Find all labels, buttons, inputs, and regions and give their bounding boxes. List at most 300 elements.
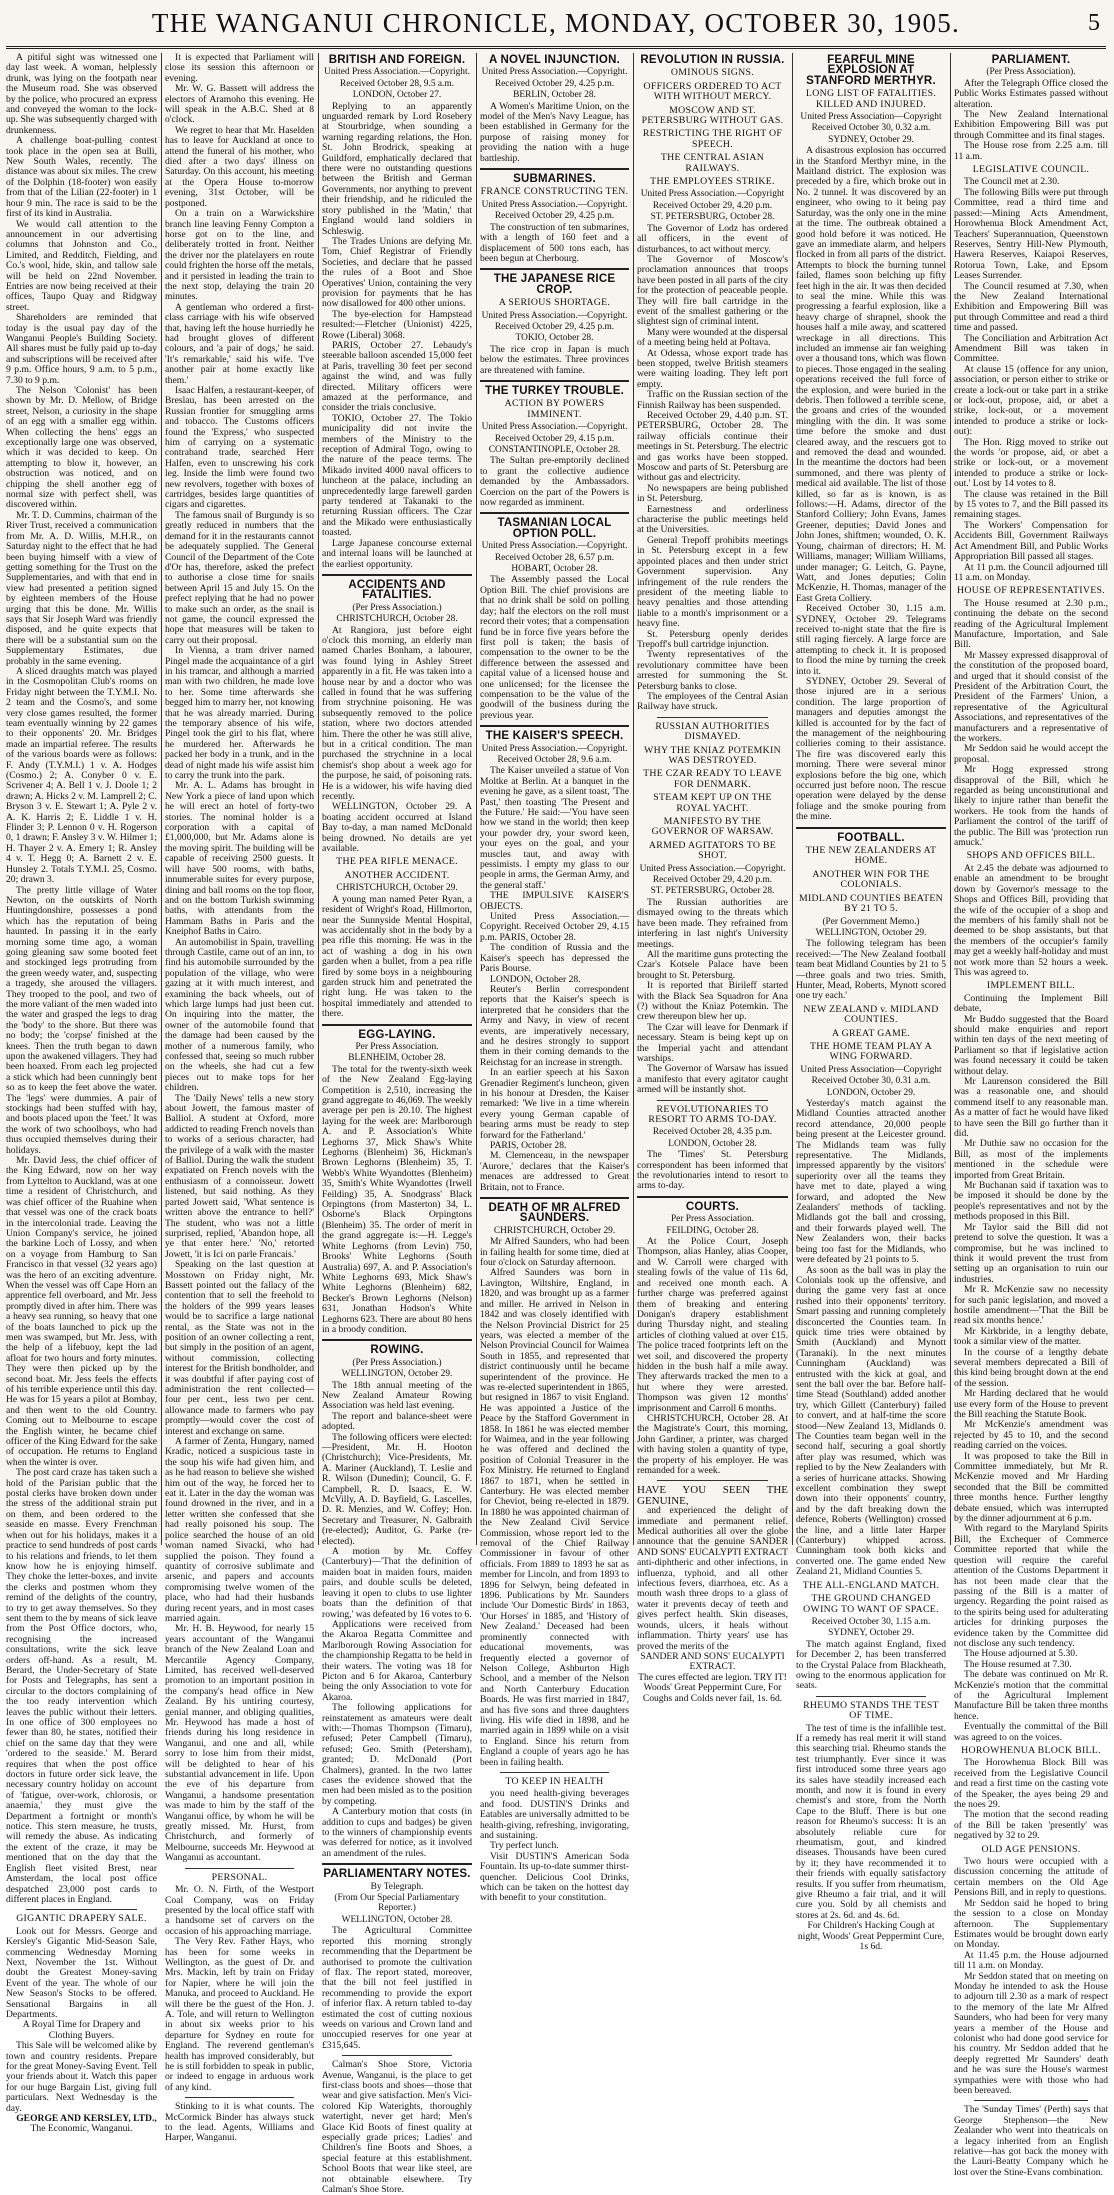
- paragraph: The Workers' Compensation for Accidents Bill, Government Railways Act Amendment Bill, and Public Works Appropriation Bill passed all stages.: [954, 519, 1108, 563]
- football-body: The match against England, fixed for December 2, has been transferred to the Crystal Palace from Blackheath, owing to the enormous application for seats.: [796, 1638, 946, 1692]
- paragraph: The House adjourned at 5.30.: [964, 1648, 1078, 1660]
- separator: [322, 1863, 472, 1865]
- page-number: 5: [1088, 10, 1100, 36]
- paragraph: As soon as the ball was in play the Colonials took up the offensive, and during the game very fast at once rushed into their opponents' territory. Smart passing and running completely disconcerted the Counties team. In quick time tries were obtained by Smith (Auckland) and Mynott (Taranaki). In the next minutes Cunningham (Auckland) was entrusted with the kick at goal, and sent the ball over the bar. Before half-time Stead (Southland) added another try, which Gillett (Canterbury) failed to convert, and at half-time the score stood—New Zealand 13, Midlands 0. The Counties team began well in the second half, securing a goal shortly after play was resumed, which was replied to by the New Zealanders with a series of hurricane attacks. Showing excellent combination they swept down into their opponents' country, and by the daft breaking down the defence, Roberts (Wellington) crossed the line, and a little later Harper (Canterbury) whipped across. Cunningham took both kicks and converted one. The game ended New Zealand 21, Midland Counties 5.: [796, 1264, 946, 1578]
- arms-heading: REVOLUTIONARIES TO RESORT TO ARMS TO-DAY.: [648, 1103, 777, 1125]
- implement-bill-body: [954, 994, 1108, 1743]
- rifle-subheading: ANOTHER ACCIDENT.: [344, 869, 450, 881]
- paragraph: It was proposed to take the Bill in Committee immediately, but Mr R. McKenzie moved and Mr Harding seconded that the Bill be committed three months hence. Further lengthy debate ensued, which was interrupted by the dinner adjournment at 6 p.m.: [954, 1450, 1108, 1525]
- paragraph: The Horowhenua Block Bill was received from the Legislative Council and read a first time on the casting vote of the Speaker, the ayes being 29 and the noes 29.: [954, 1757, 1108, 1811]
- paragraph: The Governor of Warsaw has issued a manifesto that every agitator caught armed will be instantly shot.: [637, 1063, 788, 1096]
- eucalypti-ad-body: and experienced the delight of immediate and permanent relief. Medical authorities all over the globe announce that the genuine SANDER AND SONS' EUCALYPTI EXTRACT anti-diphtheric and other infections, in influenza, typhoid, and all other infectious fevers, diarrhoea, etc. As a mouth wash three drops to a glass of water it prevents decay of teeth and gives perfect health. Skin diseases, wounds, ulcers, it heals without inflammation. Thirty years' use has proved the merits of the: [637, 1505, 788, 1652]
- football-heading: FOOTBALL.: [837, 831, 905, 844]
- health-ad-body: you need health-giving beverages and food. DUSTIN'S Drinks and Eatables are universally admitted to be health-giving, refreshing, invigorating, and sustaining.: [480, 1788, 629, 1841]
- paragraph: The House resumed at 7.30.: [964, 1658, 1072, 1670]
- separator: [185, 2097, 294, 2098]
- received: Received October 28, 9.5 a.m.: [339, 78, 455, 89]
- subheading: WHY THE KNIAZ POTEMKIN WAS DESTROYED.: [644, 744, 781, 766]
- drapery-ad-line: A Royal Time for Drapery and Clothing Buyers.: [22, 2019, 141, 2041]
- paragraph: The 18th annual meeting of the New Zealand Amateur Rowing Association was held last evening.: [322, 1379, 472, 1412]
- received: Received October 30, 0.32 a.m.: [811, 123, 931, 134]
- credit: United Press Association.—Copyright.: [481, 422, 628, 433]
- paragraph: The Russian authorities are dismayed owing to the threats which have been made. They refrained from interfering in last night's University meetings.: [637, 896, 788, 950]
- dateline: LONDON, October 28.: [668, 1138, 757, 1149]
- column-6: [796, 53, 946, 1953]
- paragraph: The pretty little village of Water Newton, on the outskirts of North Huntingdonshire, possesses a pond which has the reputation of being haunted. In passing it in the early morning some time ago, a woman going gleaning saw some booted feet and stockinged legs protruding from the green weedy water, and, suspecting a tragedy, she aroused the villagers. They trooped to the pool, and two of the more valiant of the men waded into the water and grasped the legs to drag the 'body' to the shore. But there was no body; the 'corpse' finished at the knees. Then the truth began to dawn upon the awakened villagers. They had been hoaxed. From each leg projected a stick which had been cunningly bent so as to keep the feet above the water. The 'legs' were dummies. A pair of stockings had been stuffed with hay, and boots placed upon the 'feet.' It was the work of two schoolboys, who had thus occupied themselves during their holidays.: [6, 884, 157, 1156]
- masthead-rule: [6, 46, 1106, 49]
- personal-news: [165, 1885, 314, 2093]
- submarines-subheading: FRANCE CONSTRUCTING TEN.: [480, 186, 629, 198]
- paragraph: Large Japanese concourse external and internal loans will be launched at the earliest opportunity.: [322, 537, 472, 570]
- football-subheading: NEW ZEALAND v. MIDLAND COUNTIES.: [803, 1003, 939, 1026]
- paragraph: Replying to an apparently unguarded remark by Lord Rosebery at Stourbridge, when sounding a warning regarding relations, the Hon. St. John Brodrick, speaking at Guildford, emphatically declared that there were no outstanding questions between the British and German Governments, nor anything to prevent their friendship, and he ridiculed the story published in the 'Matin,' that England would land soldiers in Schleswig.: [322, 100, 472, 237]
- paragraph: CHRISTCHURCH, October 28. At the Magistrate's Court, this morning, John Gardiner, a printer, was charged with having stolen a quantity of type, the property of his employer. He was remanded for a week.: [637, 1412, 788, 1476]
- british-foreign-body: [322, 102, 472, 570]
- separator: [185, 1868, 294, 1869]
- kaiser-speech-heading: THE KAISER'S SPEECH.: [485, 730, 624, 743]
- paragraph: Received October 29, 4.40 p.m. ST. PETERSBURG, October 28. The railway officials continue their meetings in St. Petersburg. The electric and gas works have been stopped. Moscow and parts of St. Petersburg are without gas and electricity.: [637, 410, 788, 484]
- dateline: SYDNEY, October 29.: [828, 1628, 914, 1639]
- received: Received October 30, 1.15 a.m.: [811, 1616, 931, 1627]
- column-rule: [476, 53, 477, 1545]
- paragraph: General Trepoff prohibits meetings in St. Petersburg except in a few appointed places and then under strict Government supervision. Any infringement of the rule renders the president of the meeting liable to heavy penalties and those attending liable to a month's imprisonment or a heavy fine.: [637, 534, 788, 630]
- subheading: ARMED AGITATORS TO BE SHOT.: [648, 839, 777, 862]
- mine-explosion-subheading: LONG LIST OF FATALITIES. KILLED AND INJURED.: [805, 88, 937, 110]
- turkey-trouble-body: The Sultan pre-emptorily declined to grant the collective audience demanded by the Ambassadors. Coercion on the part of the Powers is now regarded as imminent.: [480, 455, 629, 509]
- paragraph: An automobilist in Spain, travelling through Castile, came out of an inn, to find his automobile surrounded by the population of the village, who were gazing at it with much interest, and examining the back wheels, out of which large lumps had just been cut. On inquiring into the matter, the owner of the automobile found that the damage had been caused by the mother of a numerous family, who confessed that, seeing so much rubber on the wheels, she had cut a few pieces out to make tops for her children.: [165, 936, 314, 1094]
- paragraph: The Council resumed at 7.30, when the New Zealand International Exhibition and Empowering Bill was put through Committee and read a third time and passed.: [954, 280, 1108, 334]
- saunders-death-body: [480, 1237, 629, 1768]
- tasmanian-poll-body: The Assembly passed the Local Option Bill. The chief provisions are that no drink shall be sold on polling day; half the electors on the roll must record their votes; that a compensation fund be in force five years before the first poll is taken; the basis of compensation to the owner to be the difference between the assessed and capital value of a licensed house and one unlicensed; for the licensee the compensation to be the value of the goodwill of the business during the previous year.: [480, 574, 629, 721]
- subheading: RESTRICTING THE RIGHT OF SPEECH.: [642, 128, 783, 150]
- credit: (Per Press Association.): [352, 1357, 442, 1368]
- health-ad-title: TO KEEP IN HEALTH: [505, 1775, 604, 1787]
- dateline: ST. PETERSBURG, October 28.: [650, 212, 775, 223]
- parliament-body: [954, 79, 1108, 162]
- paragraph: Mr Buddo suggested that the Board should make enquiries and report within ten days of the next meeting of Parliament so that if legislative action was found necessary it could be taken without delay.: [954, 1013, 1108, 1077]
- subheading: STEAM KEPT UP ON THE ROYAL YACHT.: [653, 792, 772, 814]
- paragraph: The Governor of Moscow's proclamation announces that troops have been posted in all parts of the city for the protection of peaceable people. They will fire ball cartridge in the event of the smallest gathering or the slightest sign of criminal intent.: [637, 253, 788, 328]
- paragraph: The Council met at 2.30.: [964, 176, 1060, 188]
- credit: United Press Association.—Copyright.: [481, 541, 628, 552]
- credit: (Per Press Association).: [986, 67, 1076, 78]
- parliamentary-notes-heading: PARLIAMENTARY NOTES.: [323, 1868, 471, 1881]
- separator: [480, 380, 629, 382]
- house-heading: HOUSE OF REPRESENTATIVES.: [957, 585, 1105, 597]
- paragraph: The Czar will leave for Denmark if necessary. Steam is being kept up on the Imperial yacht and attendant warships.: [637, 1021, 788, 1064]
- paragraph: Mr Buchanan said if taxation was to be imposed it should be done by the people's representatives and not by the methods proposed in this Bill.: [954, 1180, 1108, 1223]
- drapery-ad-body: This Sale will be welcomed alike by town and country residents. Prepare for the great Money-Saving Event. Tell your friends about it. Watch this paper for our huge Bargain List, giving full particulars. Next Wednesday is the day.: [6, 2040, 157, 2114]
- paragraph: We would call attention to the announcement in our advertising columns that Johnston and Co., Limited, and Redditch, Fielding, and Co.'s wool, hide, skin, and tallow sale will be held on 22nd November. Entries are now being received at their offices, Taupo Quay and Ridgway street.: [6, 218, 157, 313]
- paragraph: The Kaiser unveiled a statue of Von Moltke at Berlin. At a banquet in the evening he gave, as a silent toast, 'The Past,' then toasting 'The Present and the Future.' He said:—'You have seen how we stand in the world; then keep your powder dry, your sword keen, your eyes on the goal, and your muscles taut, and away with pessimists. I empty my glass to our people in arms, the German Army, and the general staff.': [480, 765, 629, 891]
- pensions-body: [954, 1857, 1108, 2096]
- football-body: The following telegram has been received:—'The New Zealand football team beat Midland Counties by 21 to 5—three goals and two tries. Smith, Hunter, Mead, Roberts, Mynott scored one try each.': [796, 938, 946, 1002]
- subheading: THE EMPLOYEES STRIKE.: [650, 176, 775, 188]
- separator: [480, 168, 629, 170]
- paragraph: The clause was retained in the Bill by 15 votes to 7, and the Bill passed its remaining stages.: [954, 488, 1108, 521]
- paragraph: TOKIO, October 27. The Tokio municipality did not invite the members of the Ministry to the reception of Admiral Togo, owing to the nature of the peace terms. The Mikado invited 4000 naval officers to luncheon at the palace, including an unprecedentedly large farewell garden party tendered at Takanaki to the returning Russian officers. The Czar and the Mikado were enthusiastically toasted.: [322, 412, 472, 539]
- rice-crop-body: The rice crop in Japan is much below the estimates. Three provinces are threatened with famine.: [480, 343, 629, 376]
- separator: [322, 1024, 472, 1026]
- local-news: [165, 53, 314, 1864]
- rheumo-ad-title: RHEUMO STANDS THE TEST OF TIME.: [803, 1699, 939, 1722]
- egg-laying-heading: EGG-LAYING.: [358, 1028, 436, 1041]
- revolution-body: [637, 224, 788, 713]
- paragraph: In the course of a lengthy debate several members deprecated a Bill of this kind being brought down at the end of the session.: [954, 1346, 1108, 1389]
- paragraph: United Press Association.—Copyright. Received October 29, 4.15 p.m. PARIS, October 28.: [480, 911, 629, 943]
- paragraph: Mr. H. B. Heywood, for nearly 15 years accountant of the Wanganui branch of the New Zealand Loan and Mercantile Agency Company, Limited, has received well-deserved promotion to an important position in the company's head office in New Zealand. By his untiring courtesy, genial manner, and obliging qualities, Mr. Heywood has made a host of friends during his long residence in Wanganui, and one and all, while sorry to lose him from their midst, will be delighted to hear of his substantial advancement in life. Upon the eve of his departure from Wanganui, a handsome presentation was made to him by the staff of the Wanganui office, by whom he will be greatly missed. Mr. Hurst, from Christchurch, and formerly of Melbourne, succeeds Mr. Heywood at Wanganui as accountant.: [165, 1623, 314, 1864]
- rice-crop-heading: THE JAPANESE RICE CROP.: [493, 273, 616, 296]
- separator: [657, 1100, 768, 1101]
- parliamentary-notes-body: The Agricultural Committee reported this morning strongly recommending that the Department be authorised to promote the cultivation of flax. The report stated, moreover, that the bill not feel justified in recommending to provide the export of inferior flax. A return tabled to-day estimated the cost of cutting noxious weeds on various and Crown land and unoccupied reserves for one year at £315,645.: [322, 1925, 472, 2051]
- paragraph: The following applications for reinstatement as amateurs were dealt with:—Thomas Thompson (Timaru), refused; Peter Campbell (Timaru), refused; Geo. Smith (Petersham), granted; D. McDonald (Port Chalmers), granted. In the two latter cases the evidence showed that the men had been misled as to the position by competing.: [322, 1702, 472, 1807]
- house-body: [954, 599, 1108, 849]
- dateline: TOKIO, October 28.: [515, 333, 594, 344]
- paragraph: St. Petersburg openly derides Trepoff's bull cartridge injunction.: [637, 628, 788, 650]
- paragraph: A Canterbury motion that costs (in addition to cups and badges) be given to the winners of championship events was deferred for notice, as it involved an amendment of the rules.: [322, 1806, 472, 1859]
- received: Received October 29, 4.25 p.m.: [494, 78, 615, 89]
- credit: United Press Association.—Copyright: [640, 189, 785, 200]
- subheading: OFFICERS ORDERED TO ACT WITH WITHOUT MERCY.: [643, 80, 782, 103]
- paragraph: WELLINGTON, October 29. A boating accident occurred at Island Bay to-day, a man named McDonald being drowned. No details are yet available.: [322, 801, 472, 855]
- column-2: [165, 52, 314, 2144]
- paragraph: The following officers were elected:—President, Mr. H. Hooton (Christchurch); Vice-Presidents, Mr. A. Mariner (Auckland), T. Leslie and R. Wilson (Dunedin); Council, G. F. Campbell, R. D. Isaacs, E. W. McVilly, A. D. Bayfield, G. Lascelles, D. R. Menzies, and W. Coffey; Hon. Secretary and Treasurer, N. Galbraith (re-elected); Auditor, G. Parke (re-elected).: [322, 1431, 472, 1547]
- credit: United Press Association.—Copyright.: [481, 199, 628, 210]
- received: Received October 30, 0.31 a.m.: [811, 1076, 931, 1087]
- dateline: CONSTANTINOPLE, October 28.: [488, 445, 621, 455]
- football-subheading: THE GROUND CHANGED OWING TO WANT OF SPACE.: [803, 1593, 939, 1615]
- dateline: SYDNEY, October 29.: [828, 134, 914, 145]
- received: Received October 29, 4.25 p.m.: [494, 211, 615, 222]
- mine-explosion-body: [796, 146, 946, 822]
- revolution-heading: REVOLUTION IN RUSSIA.: [640, 54, 785, 66]
- paragraph: The Nelson 'Colonist' has been shown by Mr. D. Mellow, of Bridge street, Nelson, a curiosity in the shape of an egg with a smaller egg within. When collecting the hens' eggs an exceptionally large one was observed, which it was decided to keep. On attempting to blow it, however, an obstruction was noticed, and on chipping the shell another egg of normal size with perfect shell, was discovered within.: [6, 385, 157, 511]
- separator: [657, 1480, 768, 1481]
- credit: United Press Association.—Copyright.: [639, 863, 786, 874]
- paragraph: No newspapers are being published in St. Petersburg.: [637, 482, 788, 505]
- british-foreign-heading: BRITISH AND FOREIGN.: [328, 54, 466, 66]
- paragraph: Mr Seddon stated that on meeting on Monday he intended to ask the House to adjourn till 2.30 as a mark of respect to the memory of the late Mr Alfred Saunders, who had been for very many years a member of the House and colonist who had done good service for his country. Mr Seddon added that he deeply regretted Mr Saunders' death and he was sure the House's warmest sympathies were with those who had been bereaved.: [954, 1970, 1108, 2096]
- subheading: MIDLAND COUNTIES BEATEN BY 21 TO 5.: [798, 892, 944, 915]
- paragraph: Mr. O. N. Firth, of the Westport Coal Company, was on Friday presented by the local office staff with a handsome set of carvers on the occasion of his approaching marriage.: [165, 1884, 314, 1937]
- dateline: HOBART, October 28.: [511, 564, 598, 575]
- credit: Per Press Association.: [670, 1214, 755, 1225]
- paragraph: Mr. T. D. Cummins, chairman of the River Trust, received a communication from Mr. A. D. Willis, M.H.R., on Saturday night to the effect that he had been buying himself with a view of getting something for the Trust on the Supplementaries, and with that end in view had presented a petition signed by eighteen members of the House urging that this be done. Mr. Willis says that Sir Joseph Ward was friendly disposed, and he quite expects that there will be a substantial sum on the Supplementary Estimates, due probably in the same evening.: [6, 509, 157, 667]
- paragraph: Mr Laurenson considered the Bill was a reasonable one, and should commend itself to any reasonable man. As a matter of fact he would have liked to have seen the Bill go further than it did.: [954, 1076, 1108, 1140]
- paragraph: A disastrous explosion has occurred in the Stanford Merthyr mine, in the Maitland district. The explosion was preceded by a fire, which broke out in No. 2 tunnel. It was discovered by an engineer, who owing to it being pay Saturday, was the only one in the mine at the time. The outbreak obtained a good hold before it was noticed. He gave an immediate alarm, and helpers flocked in from all parts of the district. Attempts to block the burning tunnel failed, flames soon belching up fifty feet high in the air. It was then decided to seal the mine. While this was progressing a fearful explosion, like a heavy charge of shrapnel, shook the houses half a mile away, and scattered wreckage in all directions. This included an immense air fan weighing over a thousand tons, which was flown to pieces. Those engaged in the sealing operations received the full force of the explosion, and were buried in the debris. Then followed a terrible scene, the groans and cries of the wounded mingling with the din. It was some time before the smoke and dust cleared away, and the rescuers got to and removed the dead and wounded. In the meantime the doctors had been summoned, and there was plenty of medical aid available. The list of those killed, so far as is known, is as follows:—H. Adams, director of the Stanford Colliery; John Evans, James Greener, deputies; David Jones and John Jones, shiftmen; wounded, O. K. Young, chairman of directors; H. M. Williams, manager; William Williams, under manager; G. Leitch, G. Payne, Watt, and Jones deputies; Colin McKenzie, H. Thomas, manager of the East Greta Colliery.: [796, 145, 946, 604]
- separator: [480, 1197, 629, 1199]
- received: Received October 29, 4.25 p.m.: [494, 321, 615, 332]
- paragraph: Mr Duthie saw no occasion for the Bill, as most of the implements mentioned in the schedule were imported from Great Britain.: [954, 1138, 1108, 1181]
- kaiser-speech-body: [480, 766, 629, 1193]
- rowing-body: [322, 1381, 472, 1860]
- rice-crop-subheading: A SERIOUS SHORTAGE.: [498, 297, 611, 309]
- paragraph: The condition of Russia and the Kaiser's speech has depressed the Paris Bourse.: [480, 942, 629, 975]
- paragraph: At the Police Court, Joseph Thompson, alias Hanley, alias Cooper, and W. Carroll were charged with stealing fowls of the value of 11s 6d, and received one month each. A further charge was preferred against them of breaking and entering Donigan's drapery establishment during Thursday night, and stealing articles of clothing valued at over £15. The police traced footprints left on the wet soil, and discovered the property hidden in the bush half a mile away. They afterwards tracked the men to a hut where they were arrested. Thompson was given 12 months' imprisonment and Carroll 6 months.: [637, 1236, 788, 1414]
- dateline: WELLINGTON, October 28.: [341, 1914, 453, 1925]
- paragraph: Mr Seddon said he hoped to bring the session to a close on Monday afternoon. The Supplementary Estimates would be brought down early on Monday.: [954, 1897, 1108, 1951]
- paragraph: Yesterday's match against the Midland Counties attracted another record attendance, 20,000 people being present at the Leicester ground. The Midlands team was fully representative. The Midlands, impressed apparently by the visitors' superiority over all the teams they have met to date, played a wing forward, and adopted the New Zealanders' methods of tackling. Midlands got the ball and crossing, and their forwards played well. The New Zealanders won, their backs being too fast for the Midlands, who were defeated by 21 points to 5.: [796, 1098, 946, 1266]
- paragraph: The report and balance-sheet were adopted.: [322, 1410, 472, 1433]
- paragraph: Traffic on the Russian section of the Finnish Railway has been suspended.: [637, 389, 788, 411]
- paragraph: The famous snail of Burgundy is so greatly reduced in numbers that the demand for it in the restaurants cannot be adequately supplied. The General Council of the Department of the Cote d'Or has, therefore, asked the prefect to authorise a close time for snails between April 15 and July 15. On the prefect replying that he had no power to make such an order, as the snail is not game, the council expressed the hope that measures will be taken to carry out their proposal.: [165, 509, 314, 646]
- received: Received October 28, 4.35 p.m.: [652, 1127, 773, 1138]
- football-subheading: A GREAT GAME.: [831, 1027, 911, 1039]
- received: Received October 29, 4.20 p.m.: [652, 875, 773, 886]
- legislative-council-body: [954, 177, 1108, 583]
- dismayed-body: [637, 898, 788, 1096]
- legislative-council-heading: LEGISLATIVE COUNCIL.: [972, 164, 1090, 176]
- paragraph: Earnestness and orderliness characterise the public meetings held at the Universities.: [637, 503, 788, 536]
- paragraph: The total for the twenty-sixth week of the New Zealand Egg-laying Competition is 2,510, increasing the grand aggregate to 46,069. The weekly average per pen is 20.10. The highest laying for the week are: Marlborough A. and P. Association's White Leghorns 37, Mick Shaw's White Leghorns (Blenheim) 36, Hickman's Brown Leghorns (Blenheim) 35, T. Webb's White Wyandottes (Blenheim) 35, Smith's White Wyandottes (Irwell Feilding) 35, A. Snodgrass' Black Orpingtons (from Masterton) 34, L. Osborne's Black Orpingtons (Blenheim) 35. The order of merit in the grand aggregate is:—H. Legge's White Leghorns (from Levin) 750, Brooks' White Leghorns (South Australia) 697, A. and P. Association's White Leghorns 693, Mick Shaw's White Leghorns (Blenheim) 682, Becker's Brown Leghorns (Nelson) 631, Jonathan Hodson's White Leghorns 623. There are about 80 hens in a broody condition.: [322, 1063, 472, 1335]
- paragraph: The House resumed at 2.30 p.m., continuing the debate on the second reading of the Agricultural Implement Manufacture, Importation, and Sale Bill.: [954, 597, 1108, 651]
- courts-heading: COURTS.: [685, 1200, 740, 1213]
- dateline: BLENHEIM, October 28.: [348, 1053, 446, 1064]
- credit: (Per Press Association.): [352, 602, 442, 613]
- column-rule: [633, 53, 634, 1545]
- football-subheadings: [796, 846, 946, 914]
- drapery-ad-body: Look out for Messrs. George and Kersley's Gigantic Mid-Season Sale, commencing Wednesday Morning Next, November the 1st. Without doubt the Greatest Money-saving Event of the year. The whole of our New Season's Stocks to be offered. Sensational Bargains in all Departments.: [6, 1925, 157, 2020]
- credit: United Press Association—Copyright: [800, 112, 942, 123]
- paragraph: After the Telegraph Office closed the Public Works Estimates passed without alteration.: [954, 77, 1108, 110]
- masthead-title: THE WANGANUI CHRONICLE, MONDAY, OCTOBER 30, 1905.: [151, 8, 961, 38]
- separator: [26, 1909, 137, 1910]
- credit: (Per Government Memo.): [822, 916, 920, 927]
- paragraph: Mr Kirkbride, in a lengthy debate, took a similar view of the matter.: [954, 1325, 1108, 1348]
- tasmanian-poll-heading: TASMANIAN LOCAL OPTION POLL.: [497, 517, 612, 540]
- subheading: MANIFESTO BY THE GOVERNOR OF WARSAW.: [651, 816, 774, 838]
- paragraph: On a train on a Warwickshire branch line leaving Fenny Compton a horse got on to the line, and deliberately trotted in front. Neither the driver nor the platelayers en route could frighten the horse off the metals, and it persisted in leading the train to the next stop, delaying the train 20 minutes.: [165, 208, 314, 303]
- paragraph: Speaking on the last question at Mosstown on Friday night, Mr. Bassett pointed out the fallacy of the contention that to sell the freehold to the holders of the 999 years leases would be to sacrifice a large national rental, as the State was not in the position of an owner collecting a rent, but simply in the position of an agent, without commission, collecting interest for the British bondholder, and it was doubtful if after paying cost of administration the rent collected—four per cent., less two per cent. allowance made to farmers who pay promptly—would cover the cost of interest and exchange on same.: [165, 1259, 314, 1437]
- paragraph: A motion by Mr. Coffey (Canterbury)—'That the definition of maiden boat in maiden fours, maiden pairs, and double sculls be deleted, leaving it open to clubs to use lighter boats than the definition of that rowing,' was defeated by 16 votes to 6.: [322, 1546, 472, 1620]
- credit: United Press Association.—Copyright.: [481, 743, 628, 754]
- paragraph: Received October 30, 1.15 a.m. SYDNEY, October 29. Telegrams received to-night state that the fire is still raging fiercely. A large force are attempting to check it. It is proposed to flood the mine by turning the creek into it.: [796, 603, 946, 677]
- paragraph: The employees of the Central Asian Railway have struck.: [637, 690, 788, 713]
- paragraph: The debate was continued on Mr R. McKenzie's motion that the committal of the Agricultural Implement Manufacture Bill be taken three months hence.: [954, 1669, 1108, 1722]
- dateline: WELLINGTON, October 29.: [341, 1369, 453, 1380]
- column-7: [954, 53, 1108, 2178]
- paragraph: Mr Harding declared that he would use every form of the House to prevent the Bill reaching the Statute Book.: [954, 1388, 1108, 1420]
- paragraph: At Odessa, whose export trade has been stopped, twelve British steamers were waiting loading. They left port empty.: [637, 347, 788, 390]
- paragraph: Mr Massey expressed disapproval of the constitution of the proposed board, and urged that it should consist of the President of the Arbitration Court, the President of the Farmers' Union, a representative of the Agricultural Associations, and representatives of the manufacturers and a representative of the workers.: [954, 649, 1108, 744]
- paragraph: Applications were received from the Akaroa Regatta Committee and Marlborough Rowing Association for the championship Regatta to be held in their waters. The voting was 18 for Picton and 6 for Akaroa, Canterbury being the only Association to vote for Akaroa.: [322, 1618, 472, 1703]
- rheumo-ad-body: The test of time is the infallible test. If a remedy has real merit it will stand this searching trial. Rheumo stands the test triumphantly. Ever since it was first introduced some three years ago its sales have steadily increased each month, and now it is found in every chemist's and store, from the North Cape to the Bluff. There is but one reason for Rheumo's success: It is an absolutely reliable cure for rheumatism, gout, and kindred diseases. Thousands have been cured by it; they have recommended it to their friends with equally satisfactory results. If you suffer from rheumatism, give Rheumo a fair trial, and it will cure you. Sold by all chemists and stores at 2s. 6d. and 4s. 6d.: [796, 1722, 946, 1921]
- paragraph: Shareholders are reminded that today is the usual pay day of the Wanganui People's Building Society. All shares must be fully paid up to-day and subscriptions will be received after 9 p.m. Office hours, 9 a.m. to 5 p.m., 7.30 to 9 p.m.: [6, 312, 157, 386]
- column-5: [637, 53, 788, 1704]
- parliament-heading: PARLIAMENT.: [991, 54, 1071, 66]
- paragraph: With regard to the Maryland Spirits Bill, the Exchequer of Commerce Committee reported that while the question will require the careful attention of the Customs Department it has not been made clear that the passing of the Bill is a matter of urgency. Regarding the point raised as to the spirits being used for adulterating articles for drinking purposes the evidence taken by the Committee did not disclose any such tendency.: [954, 1523, 1108, 1649]
- health-ad-line: Try perfect lunch.: [490, 1840, 559, 1852]
- novel-injunction-body: A Women's Maritime Union, on the model of the Men's Navy League, has been established in Germany for the purpose of raising money for providing the nation with a huge battleship.: [480, 100, 629, 164]
- paragraph: The New Zealand International Exhibition Empowering Bill was put through Committee and its final stages.: [954, 109, 1108, 141]
- separator: [657, 717, 768, 718]
- accidents-body: [322, 626, 472, 855]
- rifle-body: A young man named Peter Ryan, a resident of Wright's Road, Hillmorton, near the Sunnyside Mental Hospital, was accidentally shot in the body by a pea rifle this morning. He was in the act of washing a dog in his own garden when a bullet, from a pea rifle fired by some boys in a neighbouring garden struck him and penetrated the right lung. He was taken to the hospital immediately and attended to there.: [322, 893, 472, 1020]
- dateline: WELLINGTON, October 29.: [815, 927, 927, 938]
- pensions-heading: OLD AGE PENSIONS.: [981, 1843, 1081, 1855]
- football-body: [796, 1099, 946, 1578]
- subheading: THE CENTRAL ASIAN RAILWAYS.: [660, 152, 765, 174]
- credit: United Press Association.—Copyright.: [481, 67, 628, 78]
- paragraph: PARIS, October 28.: [490, 1140, 567, 1151]
- paragraph: A sliced draughts match was played in the Cosmopolitan Club's rooms on Friday night between the T.Y.M.I. No. 2 team and the Cosmo's, and some very close games resulted, the former team eventually winning by 22 games to their opponents' 20. Mr. Bridges made an impartial referee. The results of the various boards were as follows: F. Andy (T.Y.M.I.) 1 v. A. Hodges (Cosmo.) 2; A. Conyber 0 v. E. Scrivener 4; A. Bell 1 v. J. Doole 1; 2 drawn; A. Hicks 2 v. M. Lamprell 2; C. Bryson 3 v. E. Stewart 1; A. Pyle 2 v. A. K. Harris 2; E. Liddle 1 v. H. Flinder 3; P. Lennon 0 v. H. Rogerson 0, 1 drawn; F. Ansley 3 v. W. Hilmer 1; H. Thayer 2 v. A. Emery 1; R. Ansley 4 v. T. Hegg 0; A. Barnett 2 v. E. Hunsley 2. Totals T.Y.M.I. 25, Cosmo. 20; drawn 3.: [6, 665, 157, 886]
- dateline: CHRISTCHURCH, October 29.: [493, 1225, 616, 1236]
- paragraph: A challenge boat-pulling contest took place in the open sea at Bulli, New South Wales, recently. The distance was about six miles. The crew of the Dolphin (18-footer) won easily from that of the Lilian (22-footer) in 1 hour 9 min. The race is said to be the first of its kind in Australia.: [6, 135, 157, 220]
- rifle-heading: THE PEA RIFLE MENACE.: [336, 856, 458, 868]
- paragraph: A gentleman who ordered a first-class carriage with his wife observed that, having left the house hurriedly he had brought gloves of different colours, and 'a pair of dogs,' he said. 'It's remarkable,' said his wife. 'I've another pair at home exactly like them.': [165, 301, 314, 386]
- credit: United Press Association.—Copyright.: [324, 67, 470, 78]
- paragraph: In Vienna, a tram driver named Pingel made the acquaintance of a girl in his tramcar, and although a married man with two children, he made love to her. Some time afterwards she begged him to marry her, not knowing that he was already married. During the temporary absence of his wife, Pingel took the girl to his flat, where he murdered her. Afterwards he packed her body in a trunk, and in the dead of night made his wife assist him to carry the trunk into the park.: [165, 645, 314, 782]
- paragraph: The Governor of Lodz has ordered all officers, in the event of disturbances, to act without mercy.: [637, 222, 788, 255]
- health-ad-body: Visit DUSTIN'S American Soda Fountain. Its up-to-date summer thirst-quencher. Delicious Cool Drinks, which can be taken on the hottest day with benefit to your constitution.: [480, 1850, 629, 1904]
- dismayed-subheadings: [637, 746, 788, 862]
- credit: Per Press Association.: [355, 1041, 439, 1052]
- paragraph: The motion that the second reading of the Bill be taken 'presently' was negatived by 32 to 29.: [954, 1809, 1108, 1842]
- revolution-subheadings: [637, 68, 788, 187]
- paragraph: Many were wounded at the dispersal of a meeting being held at Poltava.: [637, 326, 788, 349]
- dateline: FEILDING, October 28.: [666, 1225, 759, 1236]
- separator: [500, 1772, 609, 1773]
- subheading: THE CZAR READY TO LEAVE FOR DENMARK.: [643, 768, 782, 790]
- paragraph: Isaac Halfen, a restaurant-keeper, of Breslau, has been arrested on the Russian frontier for smuggling arms and tobacco. The Customs officers found the 'Express,' who suspected him of carrying on a systematic contraband trade, searched Herr Halfen, even to unscrewing his cork leg. Inside the limb were found two new revolvers, together with boxes of cartridges, besides large quantities of cigars and cigarettes.: [165, 385, 314, 511]
- received: Received October 28, 6.57 p.m.: [494, 552, 615, 563]
- paragraph: It is expected that Parliament will close its session this afternoon or evening.: [165, 52, 314, 84]
- paragraph: LONDON, October 28.: [490, 973, 581, 985]
- separator: [796, 827, 946, 829]
- column-1: [6, 52, 157, 2135]
- paragraph: Mr. W. G. Bassett will address the electors of Aramoho this evening. He will speak in the A.B.C. Shed at 8 o'clock.: [165, 83, 314, 126]
- subheading: THE NEW ZEALANDERS AT HOME.: [805, 845, 937, 867]
- separator: [637, 1196, 788, 1198]
- column-4: [480, 53, 629, 1904]
- dateline: LONDON, October 27.: [352, 90, 442, 101]
- credit: United Press Association—Copyright: [800, 1064, 942, 1075]
- eucalypti-ad-tag: The cures effected are legion. TRY IT!: [638, 1671, 787, 1683]
- column-rule: [161, 53, 162, 1545]
- separator: [480, 725, 629, 727]
- arms-body: The 'Times' St. Petersburg correspondent has been informed that the revolutionaries intend to resort to arms to-day.: [637, 1149, 788, 1192]
- dateline: ST. PETERSBURG, October 28.: [650, 886, 775, 897]
- separator: [480, 512, 629, 514]
- paragraph: The Very Rev. Father Hays, who has been for some weeks in Wellington, as the guest of Dr. and Mrs. Mackin, left by train on Friday for Napier, where he will join the Manuka, and proceed to Auckland. He will there be the guest of the Hon. J. A. Tole, and will return to Wellington in about six weeks prior to his departure for Sydney en route for England. The reverend gentleman's health has improved considerably, but he is still forbidden to speak in public, or indeed to engage in arduous work of any kind.: [165, 1936, 314, 2093]
- paragraph: All the maritime guns protecting the Czar's Kotsele Palace have been brought to St. Petersburg.: [637, 948, 788, 981]
- sunday-times-note: The 'Sunday Times' (Perth) says that George Stephenson—the New Zealander who went into theatricals on a legacy inherited from an English relative—has got back the money with the Lauri-Beatty Company which he lost over the Stine-Evans combination.: [954, 2104, 1108, 2178]
- paragraph: SYDNEY, October 29. Several of those injured are in a serious condition. The large proportion of managers and deputies amongst the killed is accounted for by the fact of the management of the neighbouring collieries coming to their assistance. The fire was discovered early this morning. There were several minor explosions before the big one, which occurred just before noon. The rescue operation were delayed by the dense foliage and the smoke pouring from the mine.: [796, 675, 946, 823]
- paragraph: Mr. David Jess, the chief officer of the King Edward, now on her way from Lyttelton to Auckland, was at one time a resident of Christchurch, and was chief officer of the Ruahine when that vessel was one of the crack boats in the intercolonial trade. Leaving the Union Company's service, he joined the barkine Loch of Lossy, and when on a voyage from Hamburg to San Francisco in that vessel (32 years ago) was the hero of an exciting adventure. When the vessel was off Cape Horn an apprentice fell overboard, and Mr. Jess promptly dived in after him. There was a heavy sea running, so heavy that one of the boats launched to pick up the men was swamped, but Mr. Jess, with the help of a lifebuoy, kept the lad afloat for two hours and forty minutes. They were then picked up by the second boat. Mr. Jess feels the effects of his terrible experience until this day. He was for 15 years a pilot at Bombay, and then went to the old Country. Coming out to Melbourne to escape the English winter, he became chief officer of the King Edward for the sake of occupation. He returns to England when the winter is over.: [6, 1155, 157, 1468]
- paragraph: A farmer of Zenta, Hungary, named Kradic, noticed a suspicious taste in the soup his wife had given him, and as he had reason to believe she wished him out of the way, he forced her to eat it. Later in the day the woman was found drowned in the river, and in a letter written she confessed that she had really poisoned his soup. The police searched the house of an old woman named Sivacki, who had supplied the poison. They found a quantity of corrosive sublimate and arsenic, and papers and accounts compromising twelve women of the place, who had had their husbands during recent years, and in most cases married again.: [165, 1436, 314, 1624]
- subheading: OMINOUS SIGNS.: [670, 67, 755, 79]
- horowhenua-body: [954, 1758, 1108, 1841]
- peppermint-ad: Woods' Great Peppermint Cure, For Coughs and Colds never fail, 1s. 6d.: [642, 1682, 783, 1704]
- turkey-trouble-heading: THE TURKEY TROUBLE.: [484, 384, 625, 397]
- paragraph: Alfred Saunders was born in Lavington, Wiltshire, England, in 1820, and was brought up as a farmer and miller. He arrived in Nelson in 1842 and was closely identified with the Nelson Provincial District for 25 years, was elected a member of the Nelson Provincial Council for Waimea South in 1855, and represented that district continuously until he became superintendent of the province. He was re-elected superintendent in 1865, but resigned in 1867 to visit England. He was appointed a Justice of the Peace by the Stafford Government in 1858. In 1861 he was elected member for Waimea, and in the year following he was offered and declined the position of Colonial Treasurer in the Fox Ministry. He returned to England 1867 to 1871, when he settled in Canterbury. He was elected member for Cheviot, being re-elected in 1879. In 1880 he was appointed chairman of the New Zealand Civil Service Commission, whose report led to the removal of the Chief Railway Commissioner in favour of other officials. From 1889 to 1893 he sat as member for Lincoln, and from 1893 to 1896 for Selwyn, being defeated in 1896. Publications by Mr. Saunders include 'Our Domestic Birds' in 1863, 'Our Horses' in 1885, and 'History of New Zealand.' Deceased had been prominently connected with educational movements, was frequently elected a governor of Nelson College, Ashburton High School, and a member of the Nelson and North Canterbury Education Boards. He was first married in 1847, and has five sons and three daughters living. His wife died in 1898, and he married again in 1899 while on a visit to England. Since his return from England a couple of years ago he has been in failing health.: [480, 1267, 629, 1768]
- separator: [480, 268, 629, 270]
- paragraph: It is reported that Birileff started with the Black Sea Squadron for Ana (?) without the Kniaz Potemkin. The crew thereupon blew her up.: [637, 980, 788, 1023]
- local-news: [6, 53, 157, 1905]
- received: Received October 28, 9.6 a.m.: [497, 754, 612, 765]
- dateline: CHRISTCHURCH, October 28.: [336, 614, 458, 625]
- paragraph: At 11 p.m. the Council adjourned till 11 a.m. on Monday.: [954, 561, 1108, 583]
- paragraph: The Trades Unions are defying Mr. Tom, Chief Registrar of Friendly Societies, and declare that he passed the rules of a Boot and Shoe Operatives' Union, containing the very provision for payments that he has now disallowed for 400 other unions.: [322, 235, 472, 310]
- separator: [816, 1696, 926, 1697]
- paragraph: The following Bills were put through Committee, read a third time and passed:—Mining Acts Amendment, Horowhenua Block Amendment Act, Teachers' Superannuation, Queenstown Reserves, Sentry Hill-New Plymouth, Hawera Reserves, Kaiapoi Reserves, Rotorua Town, Lake, and Epsom Leases Surrender.: [954, 186, 1108, 282]
- separator: [974, 2100, 1088, 2101]
- paragraph: The House rose from 2.25 a.m. till 11 a.m.: [954, 140, 1108, 162]
- football-subheading: THE HOME TEAM PLAY A WING FORWARD.: [809, 1040, 933, 1063]
- personal-heading: PERSONAL.: [211, 1871, 268, 1883]
- paragraph: The Hon. Rigg moved to strike out the words 'or propose, aid, or abet a strike or lock-out, or a movement intended to produce a strike or lock-out.' Lost by 14 votes to 8.: [954, 436, 1108, 490]
- paragraph: At clause 15 (offence for any union, association, or person either to strike or create a lock-out or take part in a strike or lock-out, propose, aid, or abet a strike, lock-out, or a movement intended to produce a strike or lock-out):: [954, 363, 1108, 438]
- paragraph: We regret to hear that Mr. Haselden has to leave for Auckland at once to attend the funeral of his mother, who died after a two days' illness on Saturday. On this account, his meeting at the Opera House to-morrow evening, 31st October, will be postponed.: [165, 124, 314, 209]
- eucalypti-ad-name: SANDER AND SONS' EUCALYPTI EXTRACT.: [640, 1650, 785, 1673]
- drapery-ad-title: GIGANTIC DRAPERY SALE.: [16, 1913, 147, 1925]
- paragraph: Mr R. McKenzie saw no necessity for such panic legislation, and moved a hostile amendment—'That the Bill be read six months hence.': [954, 1284, 1108, 1327]
- implement-bill-heading: IMPLEMENT BILL.: [986, 980, 1076, 992]
- drapery-ad-signature: GEORGE AND KERSLEY, LTD.,: [16, 2113, 157, 2125]
- paragraph: Continuing the Implement Bill debate,: [954, 992, 1108, 1015]
- subheading: MOSCOW AND ST. PETERSBURG WITHOUT GAS.: [641, 104, 784, 127]
- novel-injunction-heading: A NOVEL INJUNCTION.: [489, 54, 620, 66]
- dismayed-heading: RUSSIAN AUTHORITIES DISMAYED.: [655, 720, 770, 743]
- paragraph: The 'Daily News' tells a new story about Jowett, the famous master of Balliol. A student at Oxford, more addicted to reading French novels than to works of a serious character, had the privilege of a walk with the master of Balliol. During the walk the student expatiated on French novels with the enthusiasm of a connoisseur. Jowett listened, but said nothing. As they parted Jowett said, 'What sentence is written above the entrance to hell?' The student, who was not a little surprised, replied, 'Abandon hope, all ye that enter here.' 'No,' retorted Jowett, 'it is Ici on parle Francais.': [165, 1092, 314, 1260]
- paragraph: M. Clemenceau, in the newspaper 'Aurore,' declares that the Kaiser's menaces are addressed to Great Britain, not to France.: [480, 1150, 629, 1193]
- paragraph: THE IMPULSIVE KAISER'S OBJECTS.: [480, 890, 629, 912]
- separator: [322, 574, 472, 576]
- credit: United Press Association.—Copyright.: [481, 310, 628, 321]
- paragraph: Reuter's Berlin correspondent reports that the Kaiser's speech is interpreted that he considers that the Army and Navy, in view of recent events, are imperatively necessary, and he desires strongly to support them in their coming demands to the Reichstag for an increase in strength.: [480, 983, 629, 1068]
- received: Received October 29, 4.15 p.m.: [494, 433, 615, 444]
- paragraph: Eventually the committal of the Bill was agreed to on the voices.: [954, 1721, 1108, 1743]
- paragraph: Mr Taylor said the Bill did not pretend to solve the question. It was a compromise, but he was inclined to think it would prevent the trust from setting up an organisation to ruin our industries.: [954, 1221, 1108, 1285]
- turkey-trouble-subheading: ACTION BY POWERS IMMINENT.: [504, 398, 605, 420]
- football-subheading: THE ALL-ENGLAND MATCH.: [802, 1579, 940, 1591]
- rowing-heading: ROWING.: [370, 1344, 424, 1357]
- mine-explosion-heading: FEARFUL MINE EXPLOSION AT STANFORD MERTHYR.: [806, 54, 936, 87]
- masthead: [6, 6, 1106, 46]
- separator: [322, 1339, 472, 1341]
- drapery-ad-address: The Economic, Wanganui.: [30, 2123, 133, 2135]
- column-rule: [950, 53, 951, 1545]
- paragraph: Mr McKenzie's amendment was rejected by 45 to 10, and the second reading carried on the voices.: [954, 1419, 1108, 1452]
- dateline: LONDON, October 29.: [826, 1087, 916, 1098]
- submarines-heading: SUBMARINES.: [513, 173, 596, 186]
- subheading: ANOTHER WIN FOR THE COLONIALS.: [812, 868, 930, 891]
- paragraph: The bye-election for Hampstead resulted:—Fletcher (Unionist) 4225, Rowe (Liberal) 3068.: [322, 308, 472, 341]
- dateline: CHRISTCHURCH, October 29.: [336, 883, 458, 894]
- shoe-store-ad: Calman's Shoe Store, Victoria Avenue, Wanganui, is the place to get first-class boots and shoes—those that wear and give satisfaction. Men's Vici-colored Kip Waterights, thoroughly watertight, never get hard; Men's Glace Kid Boots of finest quality at especially grade prices; Ladies' and Children's fine Boots and Shoes, a special feature at this establishment. School Boots that wear like steel, are not obtainable elsewhere. Try Calman's Shoe Store.: [322, 2059, 472, 2195]
- paragraph: Twenty representatives of the revolutionary committee have been arrested for summoning the St. Petersburg banks to close.: [637, 649, 788, 692]
- egg-laying-body: [322, 1065, 472, 1336]
- paragraph: Mr Hogg expressed strong disapproval of the Bill, which he regarded as being unconstitutional and likely to injure rather than benefit the workers. He took from the hands of Parliament the control of the tariff of the public. The Bill was 'protection run amuck.': [954, 764, 1108, 849]
- shops-bill-body: At 2.45 the debate was adjourned to enable an amendment to be brought down by Governor's message to the Shops and Offices Bill, providing that the wife of the occupier of a shop and the members of his family shall not be deemed to be shop assistants, but that the members of the occupier's family may get a weekly half-holiday and must not work more than 52 hours a week. This was agreed to.: [954, 862, 1108, 978]
- paragraph: A pitiful sight was witnessed one day last week. A woman, helplessly drunk, was lying on the footpath near the Museum road. She was observed by the police, who procured an express and conveyed the woman to the lock-up. She was subsequently charged with drunkenness.: [6, 52, 157, 136]
- shops-bill-heading: SHOPS AND OFFICES BILL.: [966, 850, 1096, 862]
- dateline: BERLIN, October 28.: [513, 90, 596, 101]
- submarines-body: The construction of ten submarines, with a length of 160 feet and a displacement of 500 tons each, has been begun at Cherbourg.: [480, 221, 629, 264]
- paragraph: Two hours were occupied with a discussion concerning the attitude of certain members on the Old Age Pensions Bill, and in reply to questions.: [954, 1856, 1108, 1899]
- column-rule: [318, 53, 319, 1545]
- paragraph: PARIS, October 27. Lebaudy's steerable balloon ascended 15,000 feet at Paris, travelling 30 feet per second against the wind, and was fully directed. Military officers were amazed at the performance, and consider the trials conclusive.: [322, 339, 472, 414]
- paragraph: The Conciliation and Arbitration Act Amendment Bill was taken in Committee.: [954, 332, 1108, 365]
- horowhenua-heading: HOROWHENUA BLOCK BILL.: [961, 1745, 1101, 1756]
- paragraph: Mr. A. L. Adams has brought in New York a piece of land upon which he will erect an hotel of forty-two stories. The nominal holder is a corporation with a capital of £1,000,000, but Mr. Adams alone is the moving spirit. The building will be capable of receiving 2500 guests. It will have 500 rooms, with baths, innumerable suites for every purpose, dining and ball rooms on the top floor, and on the bottom Turkish swimming baths, with attendants from the Hammam Baths in Paris and the Kneiphof Baths in Cairo.: [165, 780, 314, 938]
- received: Received October 29, 4.20 p.m.: [652, 200, 773, 211]
- accidents-heading: ACCIDENTS AND FATALITIES.: [348, 578, 446, 602]
- peppermint-ad: For Children's Hacking Cough at night, Woods' Great Peppermint Cure, 1s 6d.: [797, 1920, 945, 1953]
- paragraph: In an earlier speech at his Saxon Grenadier Regiment's luncheon, given in his honour at Dresden, the Kaiser remarked: 'We live in a time wherein every young German capable of bearing arms must be ready to step forward for the Fatherland.': [480, 1067, 629, 1141]
- courts-body: [637, 1237, 788, 1476]
- separator: [342, 2055, 452, 2056]
